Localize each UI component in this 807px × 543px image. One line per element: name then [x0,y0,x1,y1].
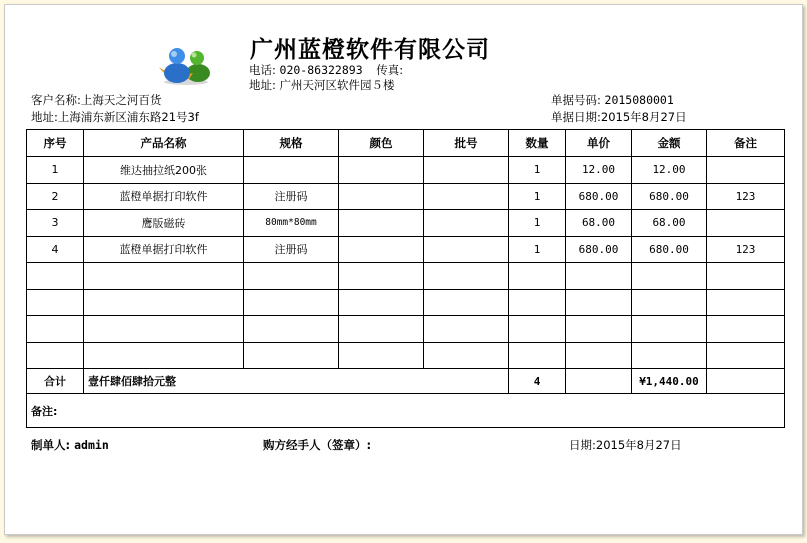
cell-index: 1 [27,157,84,184]
cell-batch [424,316,509,343]
cell-quantity: 1 [509,183,566,210]
remark-label: 备注: [27,394,785,428]
cell-index: 3 [27,210,84,237]
cell-index: 4 [27,236,84,263]
customer-address [31,109,199,125]
cell-remark: 123 [707,183,785,210]
document-number-label: 单据号码: [551,93,601,107]
cell-color [339,342,424,369]
cell-product: 鹰版磁砖 [84,210,244,237]
table-row [27,342,785,369]
cell-color [339,183,424,210]
cell-remark: 123 [707,236,785,263]
cell-batch [424,157,509,184]
cell-quantity [509,289,566,316]
table-row [27,289,785,316]
cell-spec [244,263,339,290]
table-row [27,316,785,343]
cell-price [566,342,632,369]
cell-spec: 80mm*80mm [244,210,339,237]
cell-color [339,236,424,263]
cell-index [27,289,84,316]
cell-product: 维达抽拉纸200张 [84,157,244,184]
cell-price [566,289,632,316]
cell-color [339,157,424,184]
footer-date [569,437,682,453]
cell-remark [707,263,785,290]
cell-product: 蓝橙单据打印软件 [84,183,244,210]
cell-color [339,210,424,237]
cell-index: 2 [27,183,84,210]
header-cell-amount: 金额 [632,130,707,157]
document-date [551,109,687,125]
cell-batch [424,236,509,263]
cell-amount [632,263,707,290]
cell-amount: 12.00 [632,157,707,184]
cell-product [84,289,244,316]
cell-index [27,342,84,369]
total-remark-empty [707,369,785,394]
company-contact [249,63,403,93]
table-row [27,183,785,210]
cell-quantity: 1 [509,236,566,263]
cell-price: 680.00 [566,236,632,263]
cell-amount: 680.00 [632,236,707,263]
fax-label: 传真: [376,63,404,77]
cell-quantity [509,263,566,290]
cell-index [27,316,84,343]
maker [31,437,109,453]
cell-quantity [509,316,566,343]
cell-color [339,316,424,343]
customer-name-value: 上海天之河百货 [80,93,162,107]
maker-value: admin [74,438,109,452]
cell-quantity: 1 [509,210,566,237]
maker-label: 制单人: [31,438,71,452]
cell-remark [707,210,785,237]
cell-remark [707,289,785,316]
cell-product: 蓝橙单据打印软件 [84,236,244,263]
document-date-value: 2015年8月27日 [600,110,687,124]
cell-spec [244,342,339,369]
table-row [27,263,785,290]
header-cell-quantity: 数量 [509,130,566,157]
total-amount: ¥1,440.00 [632,369,707,394]
cell-remark [707,316,785,343]
cell-amount [632,289,707,316]
document-date-label: 单据日期: [551,110,601,124]
total-row [27,369,785,394]
company-name: 广州蓝橙软件有限公司 [250,36,490,63]
customer-name [31,92,161,108]
cell-spec: 注册码 [244,183,339,210]
cell-price [566,263,632,290]
phone-line [249,63,403,78]
total-price-empty [566,369,632,394]
cell-price: 680.00 [566,183,632,210]
header-cell-price: 单价 [566,130,632,157]
company-address-label: 地址: [249,78,276,92]
cell-remark [707,342,785,369]
cell-price [566,316,632,343]
footer-date-value: 2015年8月27日 [595,438,682,452]
header-cell-product: 产品名称 [84,130,244,157]
customer-name-label: 客户名称: [31,93,81,107]
total-amount-in-words: 壹仟肆佰肆拾元整 [84,369,509,394]
items-table [26,129,785,428]
cell-batch [424,183,509,210]
table-header-row [27,130,785,157]
cell-price: 68.00 [566,210,632,237]
msn-people-icon [157,43,215,85]
table-row [27,157,785,184]
cell-price: 12.00 [566,157,632,184]
address-line [249,78,403,93]
company-address-value: 广州天河区软件园５楼 [279,78,395,92]
cell-amount [632,316,707,343]
cell-remark [707,157,785,184]
document-number-value: 2015080001 [604,93,674,107]
remark-row [27,394,785,428]
cell-batch [424,263,509,290]
phone-value: 020-86322893 [279,63,363,77]
buyer-signature [263,437,371,453]
cell-quantity: 1 [509,157,566,184]
cell-color [339,289,424,316]
cell-product [84,342,244,369]
invoice-page [4,4,803,535]
customer-address-label: 地址: [31,110,58,124]
table-row [27,210,785,237]
header-cell-index: 序号 [27,130,84,157]
footer-date-label: 日期: [569,438,596,452]
cell-batch [424,289,509,316]
customer-address-value: 上海浦东新区浦东路21号3f [57,110,199,124]
table-row [27,236,785,263]
cell-spec [244,157,339,184]
cell-color [339,263,424,290]
header-cell-batch: 批号 [424,130,509,157]
cell-index [27,263,84,290]
document-number [551,92,674,108]
cell-batch [424,210,509,237]
total-label: 合计 [27,369,84,394]
header-cell-color: 颜色 [339,130,424,157]
cell-amount: 68.00 [632,210,707,237]
phone-label: 电话: [249,63,276,77]
cell-amount [632,342,707,369]
cell-amount: 680.00 [632,183,707,210]
cell-product [84,316,244,343]
cell-quantity [509,342,566,369]
cell-spec [244,289,339,316]
cell-batch [424,342,509,369]
header-cell-spec: 规格 [244,130,339,157]
cell-product [84,263,244,290]
total-quantity: 4 [509,369,566,394]
buyer-label: 购方经手人（签章）: [263,438,372,452]
header-cell-remark: 备注 [707,130,785,157]
cell-spec [244,316,339,343]
cell-spec: 注册码 [244,236,339,263]
